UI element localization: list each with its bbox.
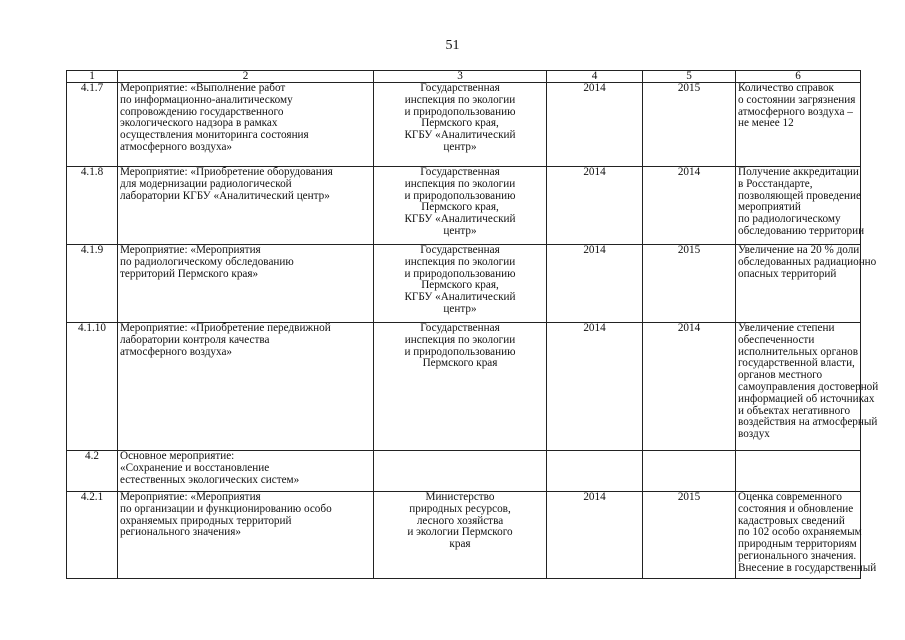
result-line: Получение аккредитации <box>738 166 859 178</box>
start-year-cell: 2014 <box>547 492 643 579</box>
event-line: лаборатории КГБУ «Аналитический центр» <box>120 189 330 202</box>
executor-line: КГБУ «Аналитический <box>404 291 516 304</box>
executor-line: инспекция по экологии <box>404 333 516 346</box>
executor-line: центр» <box>443 140 477 153</box>
end-year-cell: 2015 <box>643 245 736 323</box>
event-line: Мероприятие: «Выполнение работ <box>120 82 286 94</box>
event-cell <box>118 451 374 492</box>
result-line: не менее 12 <box>738 117 794 130</box>
event-line: Основное мероприятие: <box>120 450 235 462</box>
column-header-1: 1 <box>67 71 118 83</box>
result-line: о состоянии загрязнения <box>738 93 856 106</box>
executor-cell <box>374 492 547 579</box>
executor-line: Пермского края, <box>421 279 499 292</box>
executor-cell <box>374 167 547 245</box>
executor-line: и природопользованию <box>404 345 516 358</box>
executor-line: и природопользованию <box>404 267 516 280</box>
result-cell <box>736 83 861 167</box>
event-line: регионального значения» <box>120 526 241 539</box>
result-line: позволяющей проведение <box>738 189 861 202</box>
start-year-cell: 2014 <box>547 83 643 167</box>
result-line: Увеличение на 20 % доли <box>738 244 860 256</box>
executor-line: инспекция по экологии <box>404 93 516 106</box>
executor-cell <box>374 451 547 492</box>
event-line: сопровождению государственного <box>120 105 284 118</box>
event-line: Мероприятие: «Приобретение передвижной <box>120 322 331 334</box>
table-row <box>67 492 861 579</box>
executor-line: края <box>449 538 471 551</box>
event-line: лаборатории контроля качества <box>120 333 270 346</box>
event-line: естественных экологических систем» <box>120 473 300 486</box>
start-year-cell: 2014 <box>547 167 643 245</box>
event-line: атмосферного воздуха» <box>120 345 233 358</box>
executor-line: Государственная <box>420 82 500 94</box>
event-line: для модернизации радиологической <box>120 177 292 190</box>
result-line: обеспеченности <box>738 333 815 346</box>
result-line: исполнительных органов <box>738 345 858 358</box>
result-line: информацией об источниках <box>738 392 875 405</box>
table-row <box>67 167 861 245</box>
start-year-cell: 2014 <box>547 323 643 451</box>
result-line: природным территориям <box>738 538 857 551</box>
result-line: органов местного <box>738 369 823 382</box>
executor-line: Государственная <box>420 166 500 178</box>
executor-line: природных ресурсов, <box>409 502 511 515</box>
result-line: по радиологическому <box>738 213 841 226</box>
executor-line: КГБУ «Аналитический <box>404 213 516 226</box>
result-line: воздействия на атмосферный <box>738 416 878 429</box>
result-line: кадастровых сведений <box>738 514 845 527</box>
column-header-2: 2 <box>118 71 374 83</box>
end-year-cell: 2015 <box>643 492 736 579</box>
result-line: опасных территорий <box>738 267 837 280</box>
executor-line: центр» <box>443 302 477 315</box>
result-line: Количество справок <box>738 82 834 94</box>
item-number-cell: 4.1.10 <box>67 323 118 451</box>
executor-line: КГБУ «Аналитический <box>404 129 516 142</box>
executor-line: Пермского края, <box>421 117 499 130</box>
event-line: по организации и функционированию особо <box>120 502 332 515</box>
column-header-4: 4 <box>547 71 643 83</box>
result-line: самоуправления достоверной <box>738 380 879 393</box>
executor-cell <box>374 83 547 167</box>
result-line: Внесение в государственный <box>738 561 877 574</box>
executor-line: Пермского края, <box>421 201 499 214</box>
event-line: Мероприятие: «Приобретение оборудования <box>120 166 333 178</box>
result-line: мероприятий <box>738 201 801 214</box>
event-line: осуществления мониторинга состояния <box>120 129 309 142</box>
event-line: по радиологическому обследованию <box>120 255 294 268</box>
item-number-cell: 4.2 <box>67 451 118 492</box>
start-year-cell: 2014 <box>547 245 643 323</box>
executor-line: Государственная <box>420 322 500 334</box>
result-line: обследованию территории <box>738 224 865 237</box>
result-line: состояния и обновление <box>738 502 854 515</box>
table-row <box>67 245 861 323</box>
executor-line: Государственная <box>420 244 500 256</box>
result-cell <box>736 491 877 579</box>
result-line: Оценка современного <box>738 491 842 503</box>
executor-line: центр» <box>443 224 477 237</box>
result-line: по 102 особо охраняемым <box>738 526 862 539</box>
result-line: атмосферного воздуха – <box>738 105 853 118</box>
executor-line: и природопользованию <box>404 189 516 202</box>
column-header-3: 3 <box>374 71 547 83</box>
event-line: «Сохранение и восстановление <box>120 461 270 474</box>
result-line: обследованных радиационно <box>738 255 877 268</box>
executor-line: Министерство <box>425 491 495 503</box>
executor-cell <box>374 245 547 323</box>
column-header-5: 5 <box>643 71 736 83</box>
end-year-cell: 2014 <box>643 323 736 451</box>
result-line: регионального значения. <box>738 549 857 562</box>
executor-line: инспекция по экологии <box>404 177 516 190</box>
result-cell <box>736 166 865 245</box>
executor-line: инспекция по экологии <box>404 255 516 268</box>
result-cell <box>736 322 879 451</box>
result-line: государственной власти, <box>738 357 855 370</box>
executor-line: Пермского края <box>422 357 498 370</box>
event-line: Мероприятие: «Мероприятия <box>120 491 261 503</box>
event-line: Мероприятие: «Мероприятия <box>120 244 261 256</box>
table-row <box>67 323 861 451</box>
item-number-cell: 4.1.9 <box>67 245 118 323</box>
event-cell <box>118 245 374 323</box>
result-line: и объектах негативного <box>738 404 851 417</box>
result-line: в Росстандарте, <box>738 177 813 190</box>
end-year-cell: 2015 <box>643 83 736 167</box>
end-year-cell: 2014 <box>643 167 736 245</box>
event-cell <box>118 83 374 167</box>
item-number-cell: 4.2.1 <box>67 492 118 579</box>
end-year-cell <box>643 451 736 492</box>
start-year-cell <box>547 451 643 492</box>
table-header-row <box>67 71 861 83</box>
executor-line: и природопользованию <box>404 105 516 118</box>
result-cell <box>736 244 877 323</box>
event-line: территорий Пермского края» <box>120 267 259 280</box>
event-line: охраняемых природных территорий <box>120 514 292 527</box>
column-header-6: 6 <box>736 71 861 83</box>
executor-line: и экологии Пермского <box>407 526 513 539</box>
result-line: Увеличение степени <box>738 322 835 334</box>
event-line: по информационно-аналитическому <box>120 93 293 106</box>
table-row <box>67 451 861 492</box>
event-cell <box>118 167 374 245</box>
executor-line: лесного хозяйства <box>416 514 504 527</box>
item-number-cell: 4.1.8 <box>67 167 118 245</box>
event-cell <box>118 323 374 451</box>
page-number: 51 <box>445 38 460 53</box>
event-cell <box>118 492 374 579</box>
table-row <box>67 83 861 167</box>
event-line: экологического надзора в рамках <box>120 117 278 130</box>
executor-cell <box>374 323 547 451</box>
result-line: воздух <box>738 428 770 441</box>
event-line: атмосферного воздуха» <box>120 140 233 153</box>
program-table <box>66 70 879 579</box>
result-cell <box>736 451 861 492</box>
item-number-cell: 4.1.7 <box>67 83 118 167</box>
